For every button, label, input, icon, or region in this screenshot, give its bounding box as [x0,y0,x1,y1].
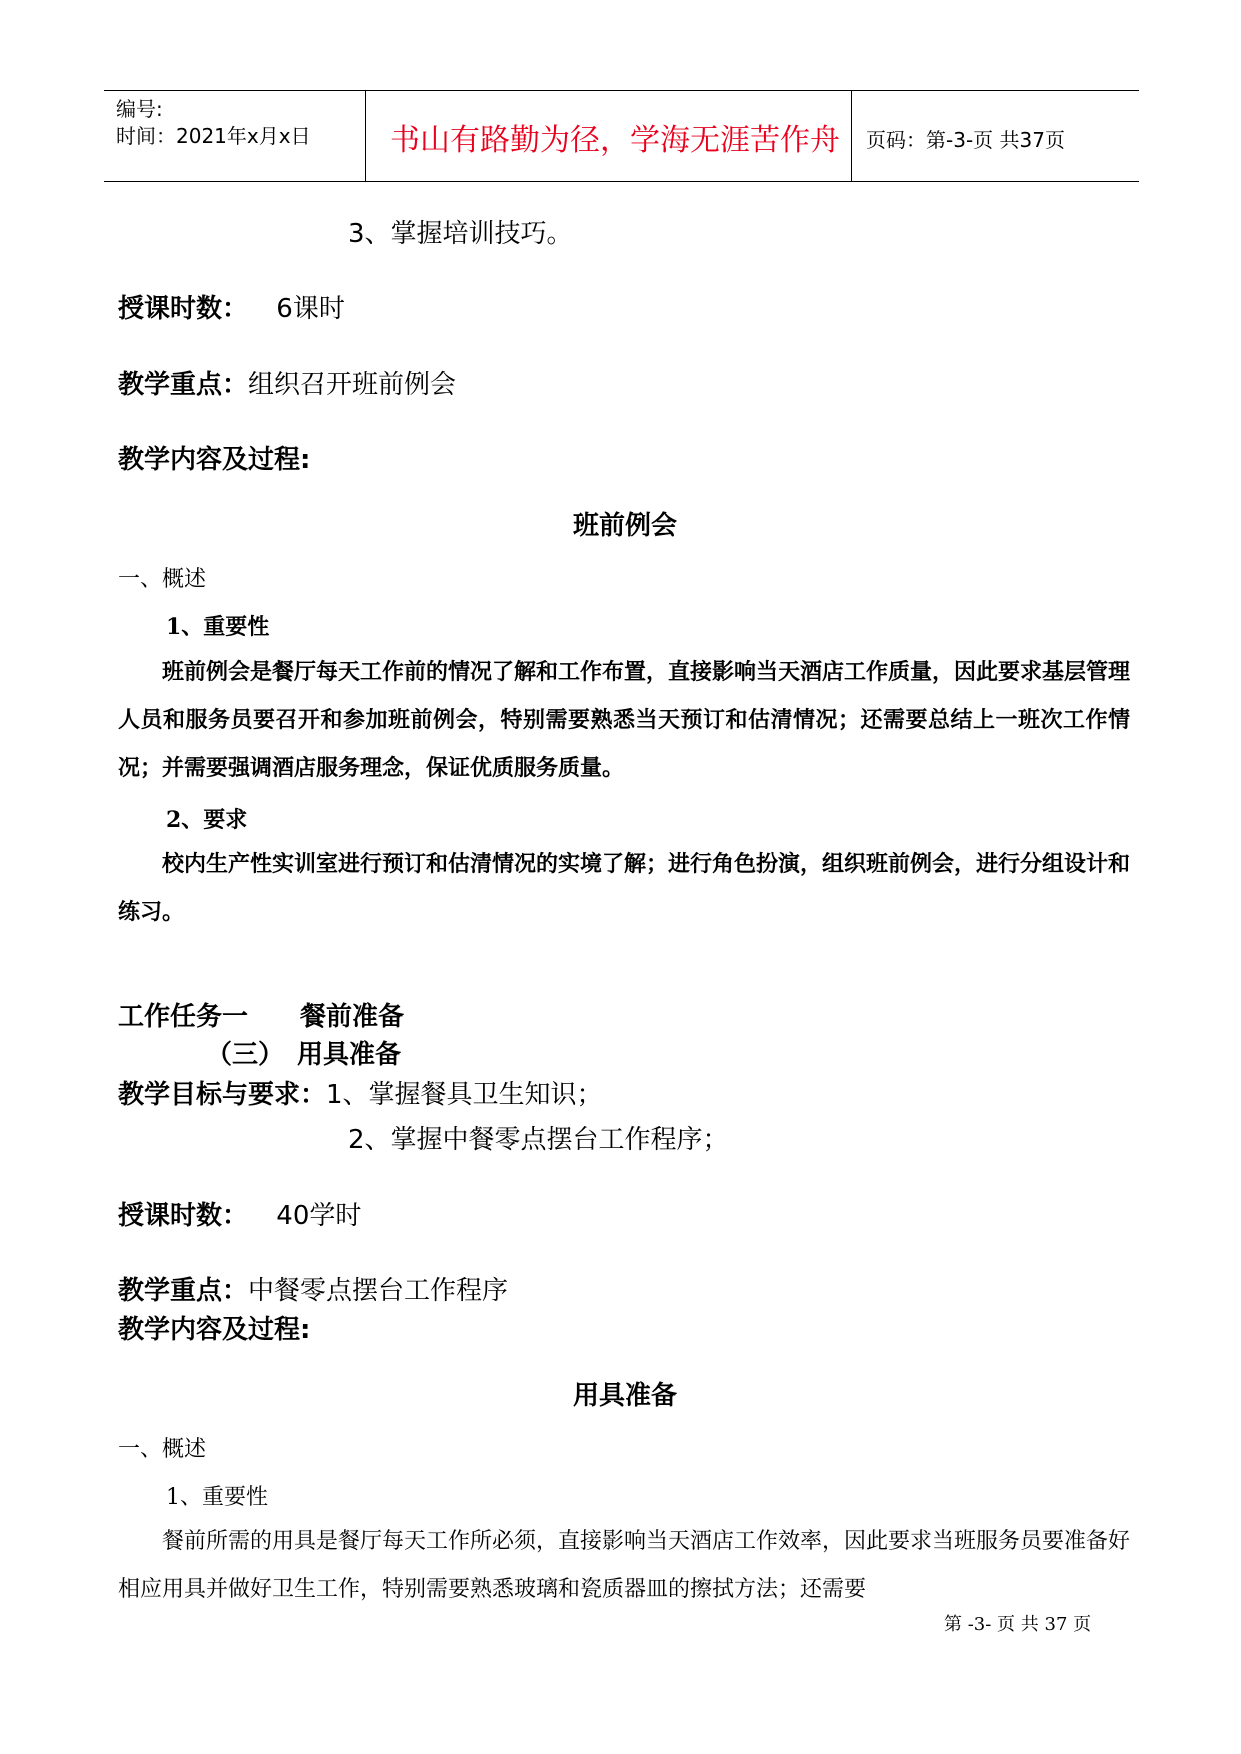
hours-row-1 [118,288,345,325]
goals-label: 教学目标与要求： [118,1080,327,1110]
header-motto: 书山有路勤为径，学海无涯苦作舟 [390,123,840,158]
requirement-heading-1: 2、要求 [166,807,248,833]
importance-paragraph-2: 餐前所需的用具是餐厅每天工作所必须，直接影响当天酒店工作效率，因此要求当班服务员要准备好相应用具并做好卫生工作，特别需要熟悉玻璃和瓷质器皿的擦拭方法；还需要 [118,1529,1131,1602]
content-label-1: 教学内容及过程: [118,445,311,475]
footer-page-number: 第 -3- 页 共 37 页 [944,1614,1092,1635]
hours-row-2 [118,1195,361,1232]
task-heading: 工作任务一 餐前准备 [118,1002,405,1032]
focus-value: 中餐零点摆台工作程序 [248,1276,509,1306]
header-page-label: 页码：第-3-页 共37页 [866,128,1065,152]
hours-value: 6课时 [276,294,345,324]
overview-heading-2: 一、概述 [118,1437,207,1462]
importance-heading-1: 1、重要性 [166,614,270,640]
focus-label: 教学重点： [118,1276,249,1306]
header-top-rule [104,90,1139,91]
hours-value: 40学时 [276,1201,362,1231]
focus-value: 组织召开班前例会 [248,370,457,400]
hours-label: 授课时数： [118,294,249,324]
hours-label: 授课时数： [118,1201,249,1231]
header-time-label: 时间：2021年x月x日 [116,124,311,148]
header-divider-right [851,90,852,182]
header-number-label: 编号: [116,97,163,121]
section-title-1: 班前例会 [573,511,678,541]
goal-item-1: 1、掌握餐具卫生知识； [326,1080,603,1110]
importance-heading-2: 1、重要性 [166,1485,268,1510]
content-label-2: 教学内容及过程: [118,1315,311,1345]
requirement-paragraph-1: 校内生产性实训室进行预订和估清情况的实境了解；进行角色扮演，组织班前例会，进行分组设计和练习。 [118,851,1131,925]
focus-label: 教学重点： [118,370,249,400]
focus-row-2 [118,1270,508,1307]
focus-row-1 [118,364,456,401]
subtask-heading: （三） 用具准备 [206,1040,402,1070]
goal-item-3: 3、掌握培训技巧。 [348,219,573,249]
header-divider-left [365,90,366,182]
importance-paragraph-1: 班前例会是餐厅每天工作前的情况了解和工作布置，直接影响当天酒店工作质量，因此要求基层管理人员和服务员要召开和参加班前例会，特别需要熟悉当天预订和估清情况；还需要总结上一班次工作情况；并需要强调酒店服务理念，保证优质服务质量。 [118,659,1131,781]
header-bottom-rule [104,181,1139,182]
section-title-2: 用具准备 [573,1381,678,1411]
goal-item-2: 2、掌握中餐零点摆台工作程序； [348,1125,729,1155]
goals-row [118,1074,603,1111]
overview-heading-1: 一、概述 [118,567,207,592]
